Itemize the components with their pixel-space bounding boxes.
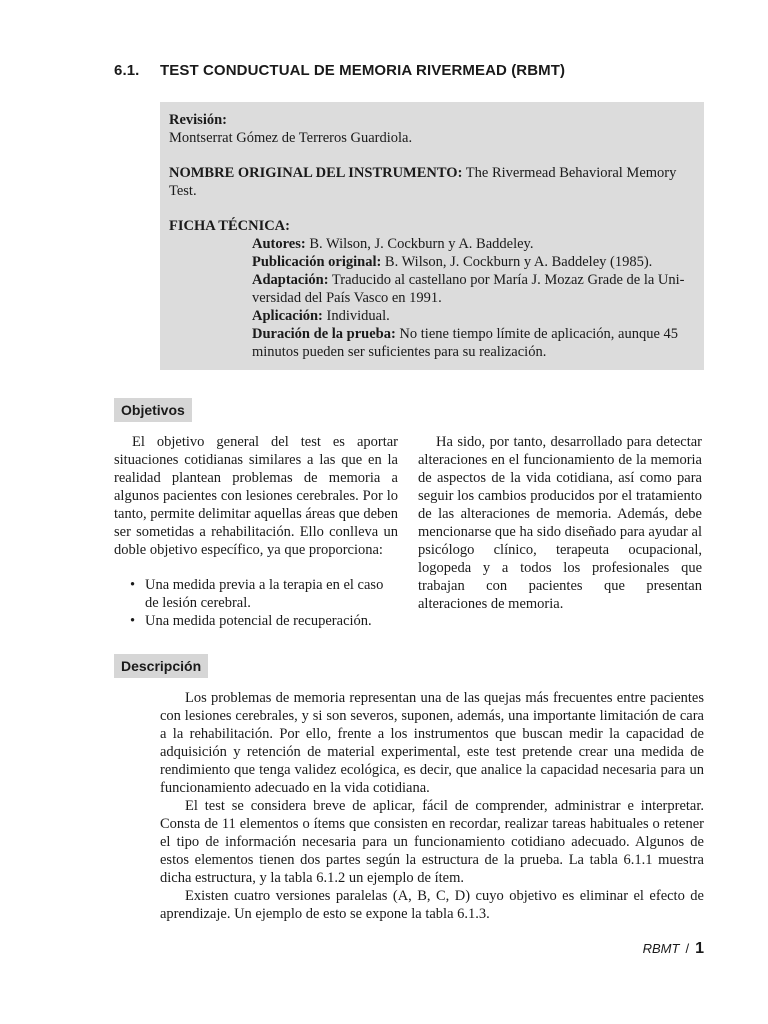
adaptacion-row [252,271,694,289]
objetivos-left-paragraph: El objetivo general del test es aportar situaciones cotidianas similares a las que en la realidad plantean problemas de memoria a algunos pacientes con lesiones cerebrales. Por lo tanto, permite delimitar aquellas áreas que deben ser sometidas a rehabilitación. Ello conlleva un doble objetivo específico, ya que proporciona: [114,434,398,558]
section-number: 6.1. [114,62,140,79]
aplicacion-value: Individual. [326,308,390,324]
aplicacion-row [252,307,694,325]
objetivos-right-column [418,433,702,613]
original-name-label: NOMBRE ORIGINAL DEL INSTRUMENTO: [169,165,463,181]
duracion-line1: No tiene tiempo límite de aplicación, aunque 45 [399,326,679,342]
aplicacion-label: Aplicación: [252,308,323,324]
adaptacion-line1: Traducido al castellano por María J. Mozaz Grade de la Uni- [331,272,685,288]
original-name-line1: The Rivermead Behavioral Memory [465,165,677,181]
list-item: • Una medida potencial de recuperación. [130,613,372,629]
objetivos-right-paragraph: Ha sido, por tanto, desarrollado para detectar alteraciones en el funcionamiento de la memoria de aspectos de la vida cotidiana, así como para seguir los cambios producidos por el tratamiento de las alteraciones de memoria. Además, debe mencionarse que ha sido diseñado para ayudar al psicólogo clínico, terapeuta ocupacional, logopeda y a todos los profesionales que trabajan con pacientes que presentan alteraciones de memoria. [418,434,702,612]
duracion-row [252,325,694,343]
ficha-label: FICHA TÉCNICA: [169,218,290,234]
descripcion-paragraph-2: El test se considera breve de aplicar, fácil de comprender, administrar e interpretar. Consta de 11 elementos o ítems que consisten en recordar, realizar tareas habituales o retener el tipo de información necesaria para un funcionamiento cotidiano adecuado. Algunos de estos elementos tienen dos partes según la estructura de la prueba. La tabla 6.1.1 muestra dicha estructura, y la tabla 6.1.2 un ejemplo de ítem. [160,798,704,886]
page-number: 1 [695,940,704,957]
adaptacion-label: Adaptación: [252,272,329,288]
section-title: TEST CONDUCTUAL DE MEMORIA RIVERMEAD (RBMT) [160,62,566,79]
revision-label: Revisión: [169,112,227,128]
bullet-icon: • [130,613,136,629]
descripcion-paragraph-3: Existen cuatro versiones paralelas (A, B, C, D) cuyo objetivo es eliminar el efecto de aprendizaje. Un ejemplo de esto se expone la tabla 6.1.3. [160,888,704,922]
adaptacion-line2: versidad del País Vasco en 1991. [252,290,442,306]
duracion-label: Duración de la prueba: [252,326,396,342]
objetivos-left-column [114,433,398,630]
footer-separator: / [685,941,690,956]
descripcion-body [160,689,704,923]
list-item: • Una medida previa a la terapia en el caso de lesión cerebral. [130,577,384,611]
section-heading [114,62,565,79]
publicacion-value: B. Wilson, J. Cockburn y A. Baddeley (1985). [384,254,653,270]
descripcion-paragraph-1: Los problemas de memoria representan una de las quejas más frecuentes entre pacientes con lesiones cerebrales, y si son severos, suponen, además, una importante limitación de cara a la rehabilitación. Por ello, frente a los instrumentos que buscan medir la capacidad de adquisición y retención de material experimental, este test pretende crear una medida de rendimiento que tenga validez ecológica, es decir, que analice la capacidad necesaria para un funcionamiento adecuado en la vida cotidiana. [160,690,704,796]
revision-name: Montserrat Gómez de Terreros Guardiola. [169,130,413,146]
running-title: RBMT [642,941,680,956]
descripcion-heading: Descripción [114,654,208,678]
autores-value: B. Wilson, J. Cockburn y A. Baddeley. [309,236,534,252]
objetivos-bullet-list [114,576,398,630]
bullet-icon: • [130,577,136,593]
original-name-line2: Test. [169,183,197,199]
publicacion-row [252,253,694,271]
technical-sheet-box [160,102,704,370]
page-footer [643,940,704,958]
autores-label: Autores: [252,236,306,252]
publicacion-label: Publicación original: [252,254,382,270]
autores-row [252,235,694,253]
duracion-line2: minutos pueden ser suficientes para su realización. [252,344,547,360]
objetivos-heading: Objetivos [114,398,192,422]
